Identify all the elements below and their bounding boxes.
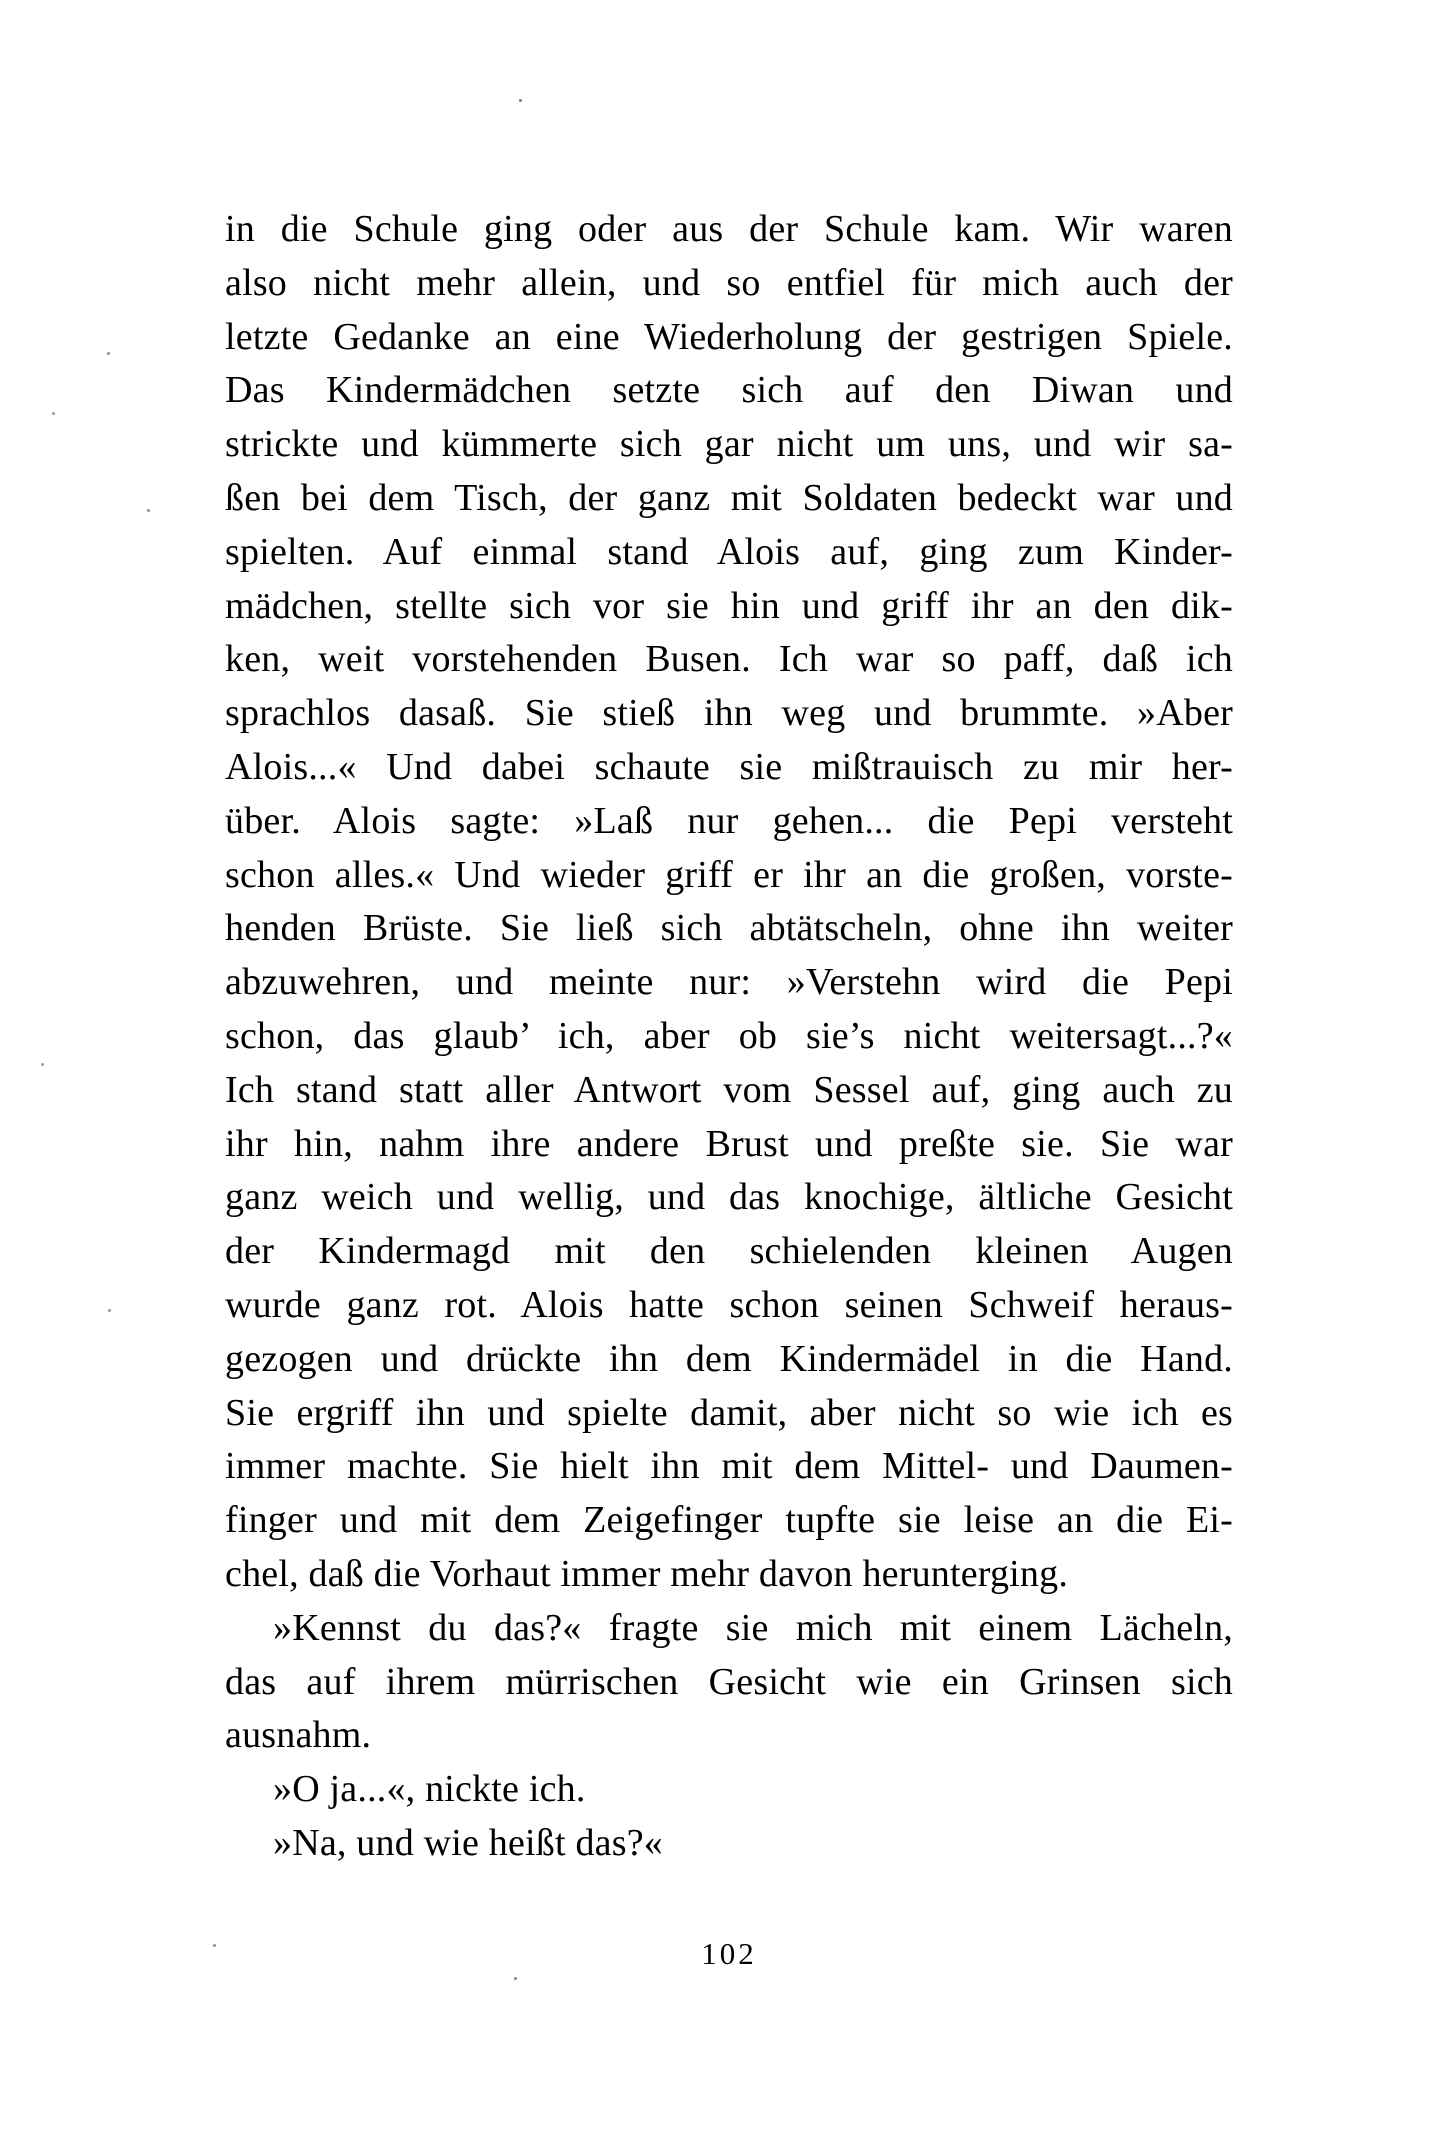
text-line: spielten. Auf einmal stand Alois auf, ging zum Kinder- [225,530,1233,573]
text-line: wurde ganz rot. Alois hatte schon seinen Schweif heraus- [225,1283,1233,1326]
text-line: schon alles.« Und wieder griff er ihr an die großen, vorste- [225,853,1233,896]
page-number: 102 [701,1936,757,1971]
text-line: abzuwehren, und meinte nur: »Verstehn wird die Pepi [225,961,1233,1004]
text-line: finger und mit dem Zeigefinger tupfte sie leise an die Ei- [225,1499,1233,1542]
text-line: Das Kindermädchen setzte sich auf den Diwan und [225,369,1233,412]
text-line: henden Brüste. Sie ließ sich abtätscheln, ohne ihn weiter [225,907,1233,950]
text-line: strickte und kümmerte sich gar nicht um uns, und wir sa- [225,423,1233,466]
scan-speck [108,1309,111,1312]
text-line: in die Schule ging oder aus der Schule kam. Wir waren [225,208,1233,250]
scan-speck [213,1944,216,1947]
text-line: letzte Gedanke an eine Wiederholung der gestrigen Spiele. [225,315,1233,358]
scan-speck [514,1977,517,1980]
text-line: immer machte. Sie hielt ihn mit dem Mittel- und Daumen- [225,1445,1233,1488]
scan-speck [519,99,522,102]
text-line: der Kindermagd mit den schielenden kleinen Augen [225,1230,1233,1273]
text-line: Ich stand statt aller Antwort vom Sessel auf, ging auch zu [225,1068,1233,1111]
text-line: schon, das glaub’ ich, aber ob sie’s nicht weitersagt...?« [225,1014,1233,1057]
scan-speck [107,352,110,355]
text-line: »Kennst du das?« fragte sie mich mit einem Lächeln, [273,1606,1233,1649]
text-line: ihr hin, nahm ihre andere Brust und preßte sie. Sie war [225,1122,1233,1165]
text-line: also nicht mehr allein, und so entfiel für mich auch der [225,261,1233,304]
text-line: »O ja...«, nickte ich. [273,1768,586,1811]
scan-speck [41,1063,44,1066]
text-line: ausnahm. [225,1714,372,1757]
text-line: mädchen, stellte sich vor sie hin und griff ihr an den dik- [225,584,1233,627]
scan-speck [52,412,55,415]
text-line: ßen bei dem Tisch, der ganz mit Soldaten bedeckt war und [225,476,1233,519]
text-line: ganz weich und wellig, und das knochige, ältliche Gesicht [225,1176,1233,1219]
text-block [225,203,1233,1871]
text-line: ken, weit vorstehenden Busen. Ich war so paff, daß ich [225,638,1233,681]
text-line: Sie ergriff ihn und spielte damit, aber nicht so wie ich es [225,1391,1233,1434]
text-line: das auf ihrem mürrischen Gesicht wie ein Grinsen sich [225,1660,1233,1703]
text-line: Alois...« Und dabei schaute sie mißtrauisch zu mir her- [225,745,1233,788]
text-line: sprachlos dasaß. Sie stieß ihn weg und brummte. »Aber [225,692,1233,735]
scan-speck [147,509,150,512]
text-line: gezogen und drückte ihn dem Kindermädel in die Hand. [225,1337,1233,1380]
text-line: chel, daß die Vorhaut immer mehr davon herunterging. [225,1552,1069,1595]
text-line: »Na, und wie heißt das?« [273,1821,663,1864]
text-line: über. Alois sagte: »Laß nur gehen... die Pepi versteht [225,799,1233,842]
